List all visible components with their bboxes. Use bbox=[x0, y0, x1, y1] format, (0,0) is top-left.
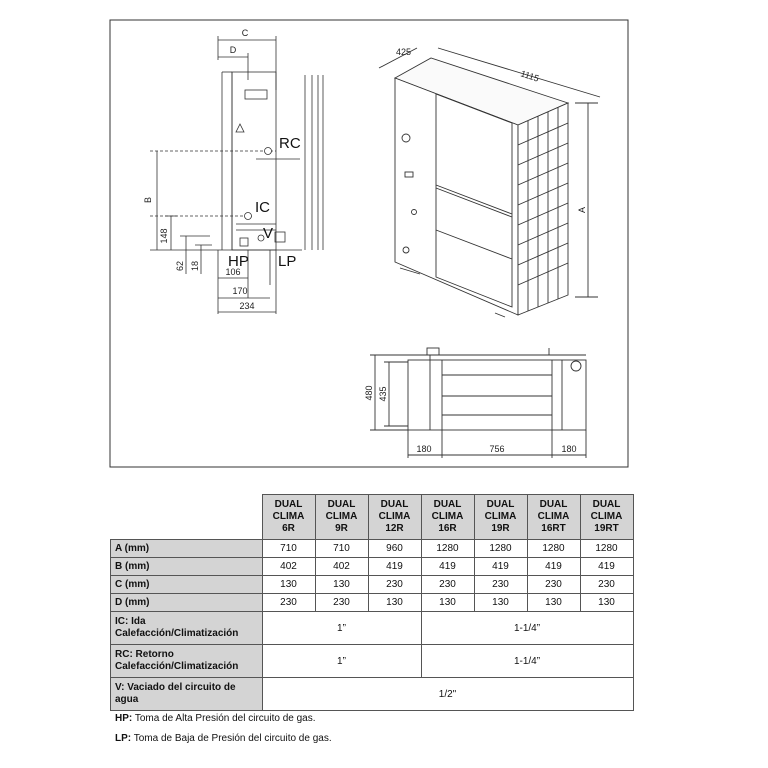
dim-1115-label: 1115 bbox=[519, 68, 541, 84]
table-cell: 419 bbox=[474, 558, 527, 576]
row-label: B (mm) bbox=[111, 558, 263, 576]
table-cell: 1280 bbox=[580, 540, 633, 558]
table-cell: 230 bbox=[368, 576, 421, 594]
table-cell: 130 bbox=[580, 594, 633, 612]
model-line: CLIMA bbox=[590, 511, 623, 522]
row-label-ic bbox=[111, 612, 263, 645]
label-line: IC: Ida bbox=[115, 616, 146, 627]
table-row-v bbox=[111, 678, 634, 711]
table-cell: 130 bbox=[262, 576, 315, 594]
table-cell: 1280 bbox=[527, 540, 580, 558]
table-cell: 960 bbox=[368, 540, 421, 558]
model-header bbox=[421, 495, 474, 540]
dim-234-label: 234 bbox=[239, 301, 255, 311]
table-cell: 1280 bbox=[421, 540, 474, 558]
table-cell: 419 bbox=[580, 558, 633, 576]
model-line: DUAL bbox=[539, 499, 568, 510]
table-cell: 402 bbox=[262, 558, 315, 576]
table-cell: 1280 bbox=[474, 540, 527, 558]
table-cell: 130 bbox=[368, 594, 421, 612]
note-lp-key: LP: bbox=[115, 733, 132, 744]
model-line: CLIMA bbox=[431, 511, 464, 522]
table-cell: 230 bbox=[474, 576, 527, 594]
model-line: 19R bbox=[491, 523, 510, 534]
dim-170-label: 170 bbox=[232, 286, 248, 296]
table-cell: 130 bbox=[421, 594, 474, 612]
model-line: DUAL bbox=[592, 499, 621, 510]
model-line: DUAL bbox=[274, 499, 303, 510]
ic-callout: IC bbox=[255, 199, 270, 216]
model-header bbox=[262, 495, 315, 540]
table-cell: 230 bbox=[421, 576, 474, 594]
lp-callout: LP bbox=[278, 253, 297, 270]
dim-180-right-label: 180 bbox=[561, 444, 577, 454]
model-line: CLIMA bbox=[537, 511, 570, 522]
table-cell: 130 bbox=[474, 594, 527, 612]
dim-a-label: A bbox=[577, 206, 587, 214]
dim-b-label: B bbox=[143, 196, 153, 204]
model-header bbox=[527, 495, 580, 540]
note-hp bbox=[115, 713, 316, 724]
table-cell: 419 bbox=[527, 558, 580, 576]
dim-180-left-label: 180 bbox=[416, 444, 432, 454]
model-line: DUAL bbox=[433, 499, 462, 510]
dim-18-label: 18 bbox=[190, 260, 200, 272]
row-label: A (mm) bbox=[111, 540, 263, 558]
label-line: RC: Retorno bbox=[115, 649, 174, 660]
header-blank-cell bbox=[111, 495, 263, 540]
table-cell: 419 bbox=[421, 558, 474, 576]
dim-106-label: 106 bbox=[225, 267, 241, 277]
dimensions-table bbox=[110, 494, 634, 711]
hp-callout: HP bbox=[228, 253, 249, 270]
table-cell: 710 bbox=[262, 540, 315, 558]
table-cell: 1-1/4” bbox=[421, 645, 633, 678]
note-hp-key: HP: bbox=[115, 713, 133, 724]
dim-148-label: 148 bbox=[159, 228, 169, 244]
model-header bbox=[474, 495, 527, 540]
row-label: D (mm) bbox=[111, 594, 263, 612]
model-line: CLIMA bbox=[272, 511, 305, 522]
dim-c-label: C bbox=[241, 28, 249, 38]
dim-435-label: 435 bbox=[378, 386, 388, 402]
label-line: Calefacción/Climatización bbox=[115, 628, 239, 639]
model-line: 16R bbox=[438, 523, 457, 534]
table-row bbox=[111, 540, 634, 558]
note-lp bbox=[115, 733, 332, 744]
dim-62-label: 62 bbox=[175, 260, 185, 272]
rc-callout: RC bbox=[279, 135, 301, 152]
model-line: 9R bbox=[335, 523, 348, 534]
note-hp-text: Toma de Alta Presión del circuito de gas. bbox=[134, 713, 316, 724]
table-cell: 1” bbox=[262, 645, 421, 678]
label-line: agua bbox=[115, 694, 139, 705]
model-header bbox=[315, 495, 368, 540]
top-view bbox=[370, 348, 586, 458]
model-line: DUAL bbox=[380, 499, 409, 510]
model-line: 19RT bbox=[594, 523, 619, 534]
table-header-row bbox=[111, 495, 634, 540]
row-label: C (mm) bbox=[111, 576, 263, 594]
model-line: 12R bbox=[385, 523, 404, 534]
table-cell: 1-1/4” bbox=[421, 612, 633, 645]
model-line: CLIMA bbox=[378, 511, 411, 522]
row-label-rc bbox=[111, 645, 263, 678]
isometric-view bbox=[379, 48, 600, 317]
dim-d-label: D bbox=[229, 45, 237, 55]
table-cell: 230 bbox=[527, 576, 580, 594]
model-line: DUAL bbox=[486, 499, 515, 510]
table-row-ic bbox=[111, 612, 634, 645]
model-header bbox=[580, 495, 633, 540]
dim-480-label: 480 bbox=[364, 385, 374, 401]
table-row bbox=[111, 558, 634, 576]
dim-425-label: 425 bbox=[396, 47, 412, 57]
table-cell: 419 bbox=[368, 558, 421, 576]
table-row bbox=[111, 594, 634, 612]
label-line: V: Vaciado del circuito de bbox=[115, 682, 236, 693]
v-callout: V bbox=[263, 225, 274, 242]
table-cell: 402 bbox=[315, 558, 368, 576]
table-row-rc bbox=[111, 645, 634, 678]
dim-756-label: 756 bbox=[489, 444, 505, 454]
table-cell: 130 bbox=[527, 594, 580, 612]
model-line: 16RT bbox=[541, 523, 566, 534]
model-line: DUAL bbox=[327, 499, 356, 510]
table-cell: 710 bbox=[315, 540, 368, 558]
table-cell: 230 bbox=[580, 576, 633, 594]
model-line: CLIMA bbox=[484, 511, 517, 522]
label-line: Calefacción/Climatización bbox=[115, 661, 239, 672]
table-cell: 130 bbox=[315, 576, 368, 594]
note-lp-text: Toma de Baja de Presión del circuito de gas. bbox=[133, 733, 332, 744]
model-line: CLIMA bbox=[325, 511, 358, 522]
model-header bbox=[368, 495, 421, 540]
table-cell: 1/2" bbox=[262, 678, 633, 711]
table-cell: 230 bbox=[262, 594, 315, 612]
model-line: 6R bbox=[282, 523, 295, 534]
table-cell: 1” bbox=[262, 612, 421, 645]
table-row bbox=[111, 576, 634, 594]
table-cell: 230 bbox=[315, 594, 368, 612]
row-label-v bbox=[111, 678, 263, 711]
